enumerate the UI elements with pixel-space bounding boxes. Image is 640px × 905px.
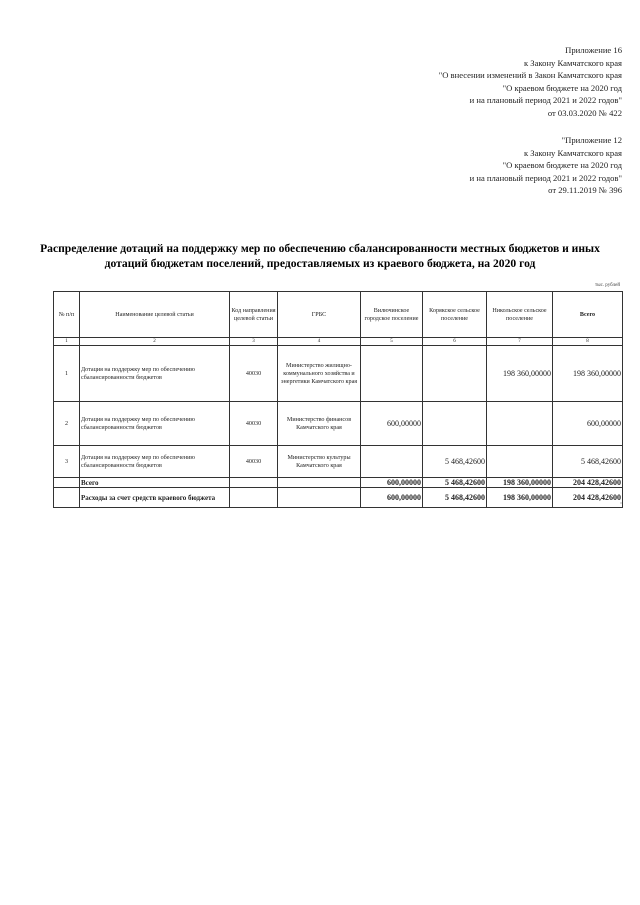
total-row — [54, 478, 623, 488]
row-number: 3 — [54, 446, 80, 478]
row-name: Дотация на поддержку мер по обеспечению сбалансированности бюджетов — [80, 402, 230, 446]
row-value-koryakskoe — [423, 346, 487, 402]
column-number: 4 — [278, 338, 361, 346]
table-row — [54, 346, 623, 402]
row-number: 2 — [54, 402, 80, 446]
row-value-total: 600,00000 — [553, 402, 623, 446]
budget-value-koryakskoe: 5 468,42600 — [423, 488, 487, 508]
row-number: 1 — [54, 346, 80, 402]
header-line: от 03.03.2020 № 422 — [547, 107, 622, 118]
column-header: Корякское сельское поселение — [423, 292, 487, 338]
header-line: Приложение 16 — [565, 45, 622, 55]
row-value-nikolskoe — [487, 446, 553, 478]
total-value-nikolskoe: 198 360,00000 — [487, 478, 553, 488]
column-header: ГРБС — [278, 292, 361, 338]
row-code: 40030 — [230, 402, 278, 446]
header-line: к Закону Камчатского края — [523, 57, 622, 68]
header-line: "О краевом бюджете на 2020 год — [502, 160, 622, 171]
empty-cell — [54, 488, 80, 508]
row-value-viluchinsk — [361, 346, 423, 402]
column-number: 5 — [361, 338, 423, 346]
header-line: и на плановый период 2021 и 2022 годов" — [469, 95, 622, 106]
row-name: Дотация на поддержку мер по обеспечению сбалансированности бюджетов — [80, 446, 230, 478]
column-header: Наименование целевой статьи — [80, 292, 230, 338]
row-value-total: 198 360,00000 — [553, 346, 623, 402]
column-header: Всего — [553, 292, 623, 338]
header-line: "Приложение 12 — [561, 135, 622, 145]
budget-value-nikolskoe: 198 360,00000 — [487, 488, 553, 508]
units-label: тыс. рублей — [595, 283, 620, 288]
budget-label: Расходы за счет средств краевого бюджета — [80, 488, 230, 508]
empty-cell — [278, 488, 361, 508]
table-row — [54, 402, 623, 446]
row-grbs: Министерство финансов Камчатского края — [278, 402, 361, 446]
column-number: 7 — [487, 338, 553, 346]
row-grbs: Министерство культуры Камчатского края — [278, 446, 361, 478]
column-header: Вилючинское городское поселение — [361, 292, 423, 338]
closing-quote-mark: " — [620, 503, 623, 508]
column-header: № п/п — [54, 292, 80, 338]
row-value-viluchinsk — [361, 446, 423, 478]
empty-cell — [278, 478, 361, 488]
header-line: к Закону Камчатского края — [523, 147, 622, 158]
row-code: 40030 — [230, 346, 278, 402]
empty-cell — [54, 478, 80, 488]
original-header — [470, 134, 622, 197]
row-code: 40030 — [230, 446, 278, 478]
empty-cell — [230, 478, 278, 488]
header-line: от 29.11.2019 № 396 — [548, 185, 622, 196]
row-value-nikolskoe — [487, 402, 553, 446]
column-number: 2 — [80, 338, 230, 346]
column-header: Код направления целевой статьи — [230, 292, 278, 338]
budget-value-total: 204 428,42600 — [553, 488, 623, 508]
column-number-row — [54, 338, 623, 346]
empty-cell — [230, 488, 278, 508]
row-value-total: 5 468,42600 — [553, 446, 623, 478]
row-value-koryakskoe — [423, 402, 487, 446]
column-number: 1 — [54, 338, 80, 346]
total-value-viluchinsk: 600,00000 — [361, 478, 423, 488]
row-value-viluchinsk: 600,00000 — [361, 402, 423, 446]
subsidies-table — [53, 291, 623, 508]
row-grbs: Министерство жилищно-коммунального хозяйства и энергетики Камчатского края — [278, 346, 361, 402]
header-line: "О краевом бюджете на 2020 год — [502, 82, 622, 93]
table-row — [54, 446, 623, 478]
column-header: Никольское сельское поселение — [487, 292, 553, 338]
header-line: и на плановый период 2021 и 2022 годов" — [469, 172, 622, 183]
row-value-koryakskoe: 5 468,42600 — [423, 446, 487, 478]
total-label: Всего — [80, 478, 230, 488]
table-header-row — [54, 292, 623, 338]
budget-row — [54, 488, 623, 508]
amendment-header — [439, 44, 622, 120]
column-number: 6 — [423, 338, 487, 346]
document-title: Распределение дотаций на поддержку мер по обеспечению сбалансированности местных бюджетов и иных дотаций бюджетам поселений, предоставляемых из краевого бюджета, на 2020 год — [40, 242, 600, 270]
total-value-koryakskoe: 5 468,42600 — [423, 478, 487, 488]
total-value-total: 204 428,42600 — [553, 478, 623, 488]
column-number: 8 — [553, 338, 623, 346]
budget-value-viluchinsk: 600,00000 — [361, 488, 423, 508]
header-line: "О внесении изменений в Закон Камчатского края — [438, 70, 622, 81]
column-number: 3 — [230, 338, 278, 346]
row-value-nikolskoe: 198 360,00000 — [487, 346, 553, 402]
row-name: Дотация на поддержку мер по обеспечению сбалансированности бюджетов — [80, 346, 230, 402]
